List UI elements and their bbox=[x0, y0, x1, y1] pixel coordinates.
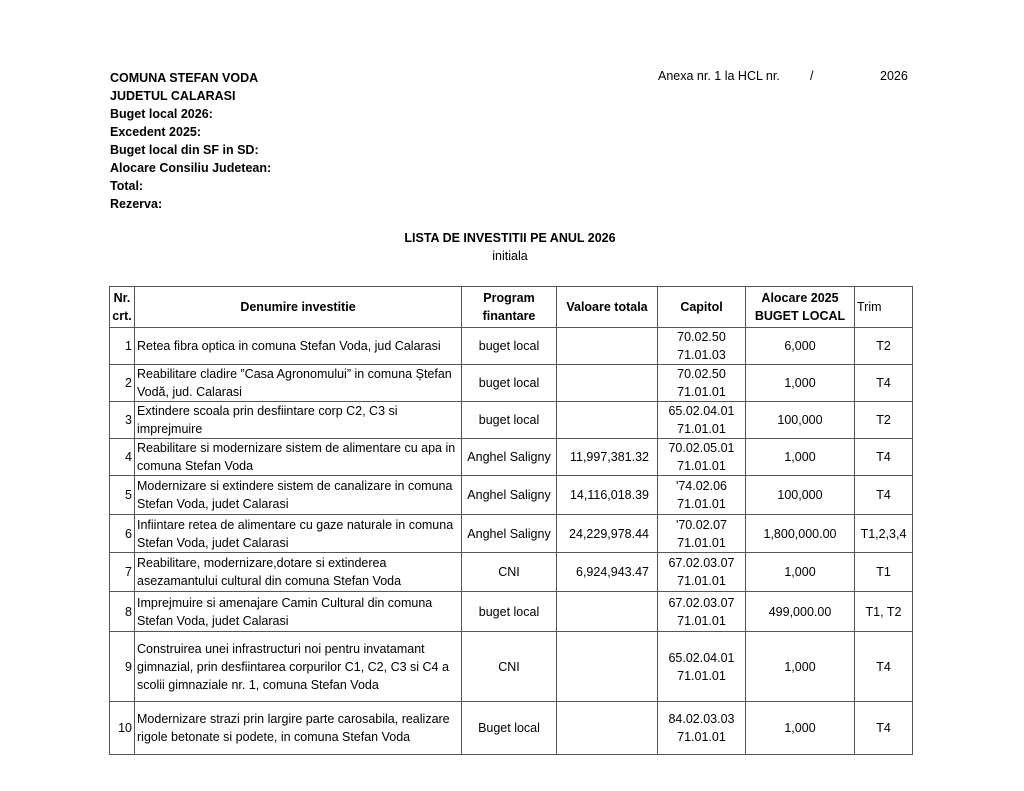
capitol-line-1: 67.02.03.07 bbox=[668, 595, 735, 610]
cell-capitol bbox=[658, 632, 746, 702]
capitol-line-1: 65.02.04.01 bbox=[668, 650, 735, 665]
annex-year: 2026 bbox=[880, 69, 908, 83]
cell-denumire: Construirea unei infrastructuri noi pentru invatamant gimnazial, prin desfiintarea corpurilor C1, C2, C3 si C4 a scolii gimnaziale nr. 1, comuna Stefan Voda bbox=[135, 632, 462, 702]
capitol-line-1: 67.02.03.07 bbox=[668, 556, 735, 570]
header-rezerva: Rezerva: bbox=[110, 197, 163, 211]
table-row bbox=[110, 439, 913, 476]
capitol-line-1: '70.02.07 bbox=[675, 517, 728, 532]
cell-valoare: 24,229,978.44 bbox=[557, 515, 658, 553]
cell-trim: T1, T2 bbox=[855, 592, 913, 632]
annex-label: Anexa nr. 1 la HCL nr. bbox=[658, 69, 780, 83]
capitol-line-1: 70.02.05.01 bbox=[668, 441, 735, 455]
cell-alocare: 6,000 bbox=[746, 328, 855, 365]
cell-alocare: 1,800,000.00 bbox=[746, 515, 855, 553]
table-row bbox=[110, 328, 913, 365]
capitol-line-1: 65.02.04.01 bbox=[668, 404, 735, 418]
cell-capitol bbox=[658, 702, 746, 755]
col-header-trim: Trim bbox=[855, 287, 913, 328]
cell-program: CNI bbox=[462, 632, 557, 702]
cell-alocare: 100,000 bbox=[746, 402, 855, 439]
cell-alocare: 100,000 bbox=[746, 476, 855, 515]
col-header-valoare: Valoare totala bbox=[557, 287, 658, 328]
cell-nr: 1 bbox=[110, 328, 135, 365]
cell-nr: 5 bbox=[110, 476, 135, 515]
cell-denumire: Modernizare strazi prin largire parte carosabila, realizare rigole betonate si podete, in comuna Stefan Voda bbox=[135, 702, 462, 755]
capitol-line-2: 71.01.01 bbox=[677, 385, 726, 399]
cell-trim: T4 bbox=[855, 632, 913, 702]
table-row bbox=[110, 515, 913, 553]
capitol-line-2: 71.01.01 bbox=[677, 459, 726, 473]
cell-trim: T2 bbox=[855, 328, 913, 365]
table-row bbox=[110, 553, 913, 592]
cell-trim: T2 bbox=[855, 402, 913, 439]
annex-slash: / bbox=[810, 69, 814, 83]
table-row bbox=[110, 632, 913, 702]
capitol-line-2: 71.01.01 bbox=[677, 730, 726, 744]
capitol-line-2: 71.01.03 bbox=[677, 348, 726, 362]
capitol-line-2: 71.01.01 bbox=[677, 422, 726, 436]
header-county: JUDETUL CALARASI bbox=[110, 89, 236, 103]
cell-program: Anghel Saligny bbox=[462, 515, 557, 553]
cell-valoare bbox=[557, 632, 658, 702]
cell-alocare: 1,000 bbox=[746, 365, 855, 402]
cell-nr: 4 bbox=[110, 439, 135, 476]
cell-capitol bbox=[658, 328, 746, 365]
cell-nr: 3 bbox=[110, 402, 135, 439]
cell-alocare: 499,000.00 bbox=[746, 592, 855, 632]
cell-valoare: 6,924,943.47 bbox=[557, 553, 658, 592]
cell-program: CNI bbox=[462, 553, 557, 592]
capitol-line-2: 71.01.01 bbox=[677, 574, 726, 588]
document-subtitle: initiala bbox=[492, 249, 528, 263]
cell-alocare: 1,000 bbox=[746, 632, 855, 702]
cell-program: Anghel Saligny bbox=[462, 439, 557, 476]
cell-capitol bbox=[658, 553, 746, 592]
cell-program: buget local bbox=[462, 365, 557, 402]
header-total: Total: bbox=[110, 179, 144, 193]
table-row bbox=[110, 402, 913, 439]
cell-nr: 2 bbox=[110, 365, 135, 402]
capitol-line-1: 70.02.50 bbox=[677, 330, 726, 344]
cell-program: Buget local bbox=[462, 702, 557, 755]
table-row bbox=[110, 702, 913, 755]
cell-denumire: Infiintare retea de alimentare cu gaze naturale in comuna Stefan Voda, judet Calarasi bbox=[135, 515, 462, 553]
cell-trim: T1,2,3,4 bbox=[855, 515, 913, 553]
cell-denumire: Modernizare si extindere sistem de canalizare in comuna Stefan Voda, judet Calarasi bbox=[135, 476, 462, 515]
table-row bbox=[110, 365, 913, 402]
table-header-row bbox=[110, 287, 913, 328]
cell-alocare: 1,000 bbox=[746, 439, 855, 476]
table-row bbox=[110, 476, 913, 515]
cell-valoare bbox=[557, 365, 658, 402]
cell-denumire: Extindere scoala prin desfiintare corp C2, C3 si imprejmuire bbox=[135, 402, 462, 439]
cell-nr: 8 bbox=[110, 592, 135, 632]
header-excedent: Excedent 2025: bbox=[110, 125, 202, 139]
col-header-capitol: Capitol bbox=[658, 287, 746, 328]
cell-denumire: Retea fibra optica in comuna Stefan Voda, jud Calarasi bbox=[135, 328, 462, 365]
capitol-line-2: 71.01.01 bbox=[677, 535, 726, 550]
cell-program: buget local bbox=[462, 328, 557, 365]
cell-capitol bbox=[658, 365, 746, 402]
cell-program: Anghel Saligny bbox=[462, 476, 557, 515]
header-block bbox=[110, 69, 271, 213]
cell-valoare: 11,997,381.32 bbox=[557, 439, 658, 476]
cell-capitol bbox=[658, 402, 746, 439]
capitol-line-2: 71.01.01 bbox=[677, 497, 726, 511]
cell-nr: 7 bbox=[110, 553, 135, 592]
header-budget-sf: Buget local din SF in SD: bbox=[110, 143, 259, 157]
col-header-alocare: Alocare 2025 BUGET LOCAL bbox=[746, 287, 855, 328]
cell-valoare bbox=[557, 592, 658, 632]
document-title: LISTA DE INVESTITII PE ANUL 2026 bbox=[404, 231, 616, 245]
capitol-line-1: 84.02.03.03 bbox=[668, 712, 735, 726]
header-alocare-cj: Alocare Consiliu Judetean: bbox=[110, 161, 272, 175]
cell-trim: T4 bbox=[855, 476, 913, 515]
col-header-denumire: Denumire investitie bbox=[135, 287, 462, 328]
cell-trim: T4 bbox=[855, 439, 913, 476]
cell-capitol bbox=[658, 515, 746, 553]
cell-trim: T4 bbox=[855, 702, 913, 755]
capitol-line-2: 71.01.01 bbox=[677, 668, 726, 683]
cell-trim: T4 bbox=[855, 365, 913, 402]
cell-capitol bbox=[658, 476, 746, 515]
cell-denumire: Reabilitare, modernizare,dotare si extinderea asezamantului cultural din comuna Stefan Voda bbox=[135, 553, 462, 592]
col-header-nr: Nr. crt. bbox=[110, 287, 135, 328]
cell-nr: 6 bbox=[110, 515, 135, 553]
header-budget-local: Buget local 2026: bbox=[110, 107, 213, 121]
cell-nr: 10 bbox=[110, 702, 135, 755]
table-row bbox=[110, 592, 913, 632]
cell-denumire: Reabilitare si modernizare sistem de alimentare cu apa in comuna Stefan Voda bbox=[135, 439, 462, 476]
capitol-line-1: 70.02.50 bbox=[677, 367, 726, 381]
cell-capitol bbox=[658, 439, 746, 476]
capitol-line-2: 71.01.01 bbox=[677, 613, 726, 628]
cell-program: buget local bbox=[462, 592, 557, 632]
cell-trim: T1 bbox=[855, 553, 913, 592]
cell-valoare bbox=[557, 702, 658, 755]
cell-valoare bbox=[557, 402, 658, 439]
investment-table bbox=[109, 286, 913, 755]
cell-program: buget local bbox=[462, 402, 557, 439]
col-header-program: Program finantare bbox=[462, 287, 557, 328]
header-commune: COMUNA STEFAN VODA bbox=[110, 71, 259, 85]
cell-nr: 9 bbox=[110, 632, 135, 702]
cell-alocare: 1,000 bbox=[746, 702, 855, 755]
cell-valoare bbox=[557, 328, 658, 365]
cell-denumire: Imprejmuire si amenajare Camin Cultural din comuna Stefan Voda, judet Calarasi bbox=[135, 592, 462, 632]
cell-denumire: Reabilitare cladire ”Casa Agronomului” in comuna Ștefan Vodă, jud. Calarasi bbox=[135, 365, 462, 402]
cell-capitol bbox=[658, 592, 746, 632]
capitol-line-1: '74.02.06 bbox=[675, 479, 728, 493]
cell-alocare: 1,000 bbox=[746, 553, 855, 592]
cell-valoare: 14,116,018.39 bbox=[557, 476, 658, 515]
